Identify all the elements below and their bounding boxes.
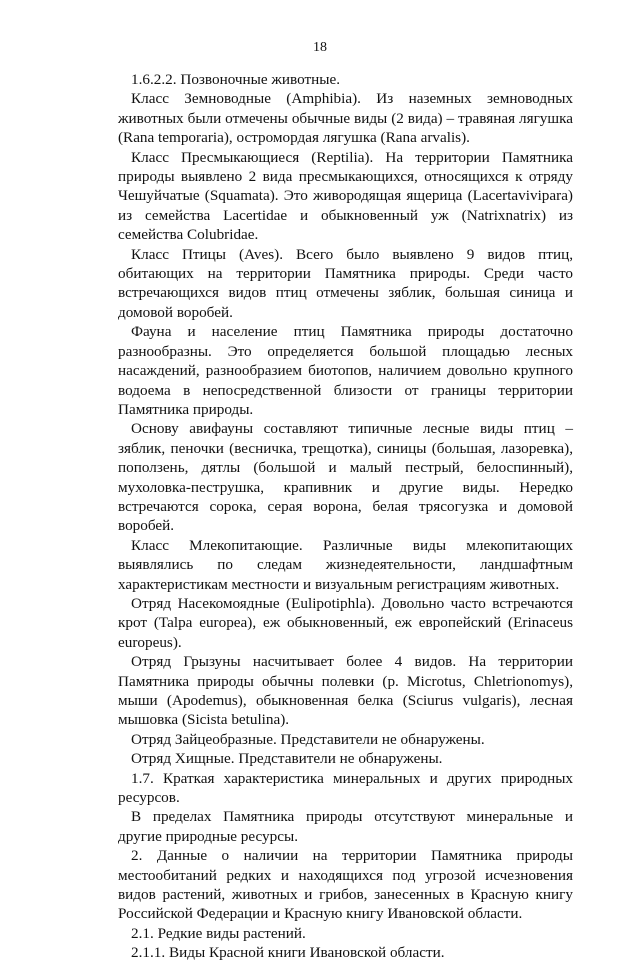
paragraph-rodents: Отряд Грызуны насчитывает более 4 видов. На территории Памятника природы обычны полевки (р. Microtus, Chletrionomys), мыши (Apodemus), обыкновенная белка (Sciurus vulgaris), лесная мышовка (Sicista betulina). xyxy=(118,653,573,729)
paragraph-reptilia: Класс Пресмыкающиеся (Reptilia). На территории Памятника природы выявлено 2 вида пресмыкающихся, относящихся к отряду Чешуйчатые (Squamata). Это живородящая ящерица (Lacertavivipara) из семейства Lacertidae и обыкновенный уж (Natrixnatrix) из семейства Colubridae. xyxy=(118,148,573,244)
paragraph-avifauna: Основу авифауны составляют типичные лесные виды птиц – зяблик, пеночки (весничка, трещотка), синицы (большая, лазоревка), поползень, дятлы (большой и малый пестрый, белоспинный), мухоловка-пеструшка, крапивник и другие виды. Нередко встречаются сорока, серая ворона, белая трясогузка и домовой воробей. xyxy=(118,420,573,535)
section-heading-vertebrates: 1.6.2.2. Позвоночные животные. xyxy=(131,71,341,88)
paragraph-mammalia: Класс Млекопитающие. Различные виды млекопитающих выявлялись по следам жизнедеятельности, ландшафтным характеристикам местности и визуальным регистрациям животных. xyxy=(118,536,573,593)
paragraph-carnivores: Отряд Хищные. Представители не обнаружены. xyxy=(131,750,443,768)
section-heading-red-book: 2. Данные о наличии на территории Памятника природы местообитаний редких и находящихся под угрозой исчезновения видов растений, животных и грибов, занесенных в Красную книгу Российской Федерации и Красную книгу Ивановской области. xyxy=(118,847,573,923)
paragraph-bird-fauna: Фауна и население птиц Памятника природы достаточно разнообразны. Это определяется большой площадью лесных насаждений, разнообразием биотопов, наличием довольно крупного водоема в непосредственной близости от границы территории Памятника природы. xyxy=(118,323,573,418)
section-heading-resources: 1.7. Краткая характеристика минеральных и других природных ресурсов. xyxy=(118,769,573,807)
paragraph-resources: В пределах Памятника природы отсутствуют минеральные и другие природные ресурсы. xyxy=(118,808,573,845)
paragraph-aves: Класс Птицы (Aves). Всего было выявлено 9 видов птиц, обитающих на территории Памятника природы. Среди часто встречающихся видов птиц отмечены зяблик, большая синица и домовой воробей. xyxy=(118,245,573,321)
paragraph-lagomorphs: Отряд Зайцеобразные. Представители не обнаружены. xyxy=(131,730,485,748)
page-number: 18 xyxy=(313,40,327,55)
section-heading-ivanovo-red-book: 2.1.1. Виды Красной книги Ивановской области. xyxy=(131,944,445,962)
paragraph-insectivores: Отряд Насекомоядные (Eulipotiphla). Довольно часто встречаются крот (Talpa europea), еж обыкновенный, еж европейский (Erinaceus europeus). xyxy=(118,594,573,651)
paragraph-amphibia: Класс Земноводные (Amphibia). Из наземных земноводных животных были отмечены обычные виды (2 вида) – травяная лягушка (Rana temporaria), остромордая лягушка (Rana arvalis). xyxy=(118,90,573,147)
section-heading-rare-plants: 2.1. Редкие виды растений. xyxy=(131,924,306,942)
body-text xyxy=(118,70,573,963)
